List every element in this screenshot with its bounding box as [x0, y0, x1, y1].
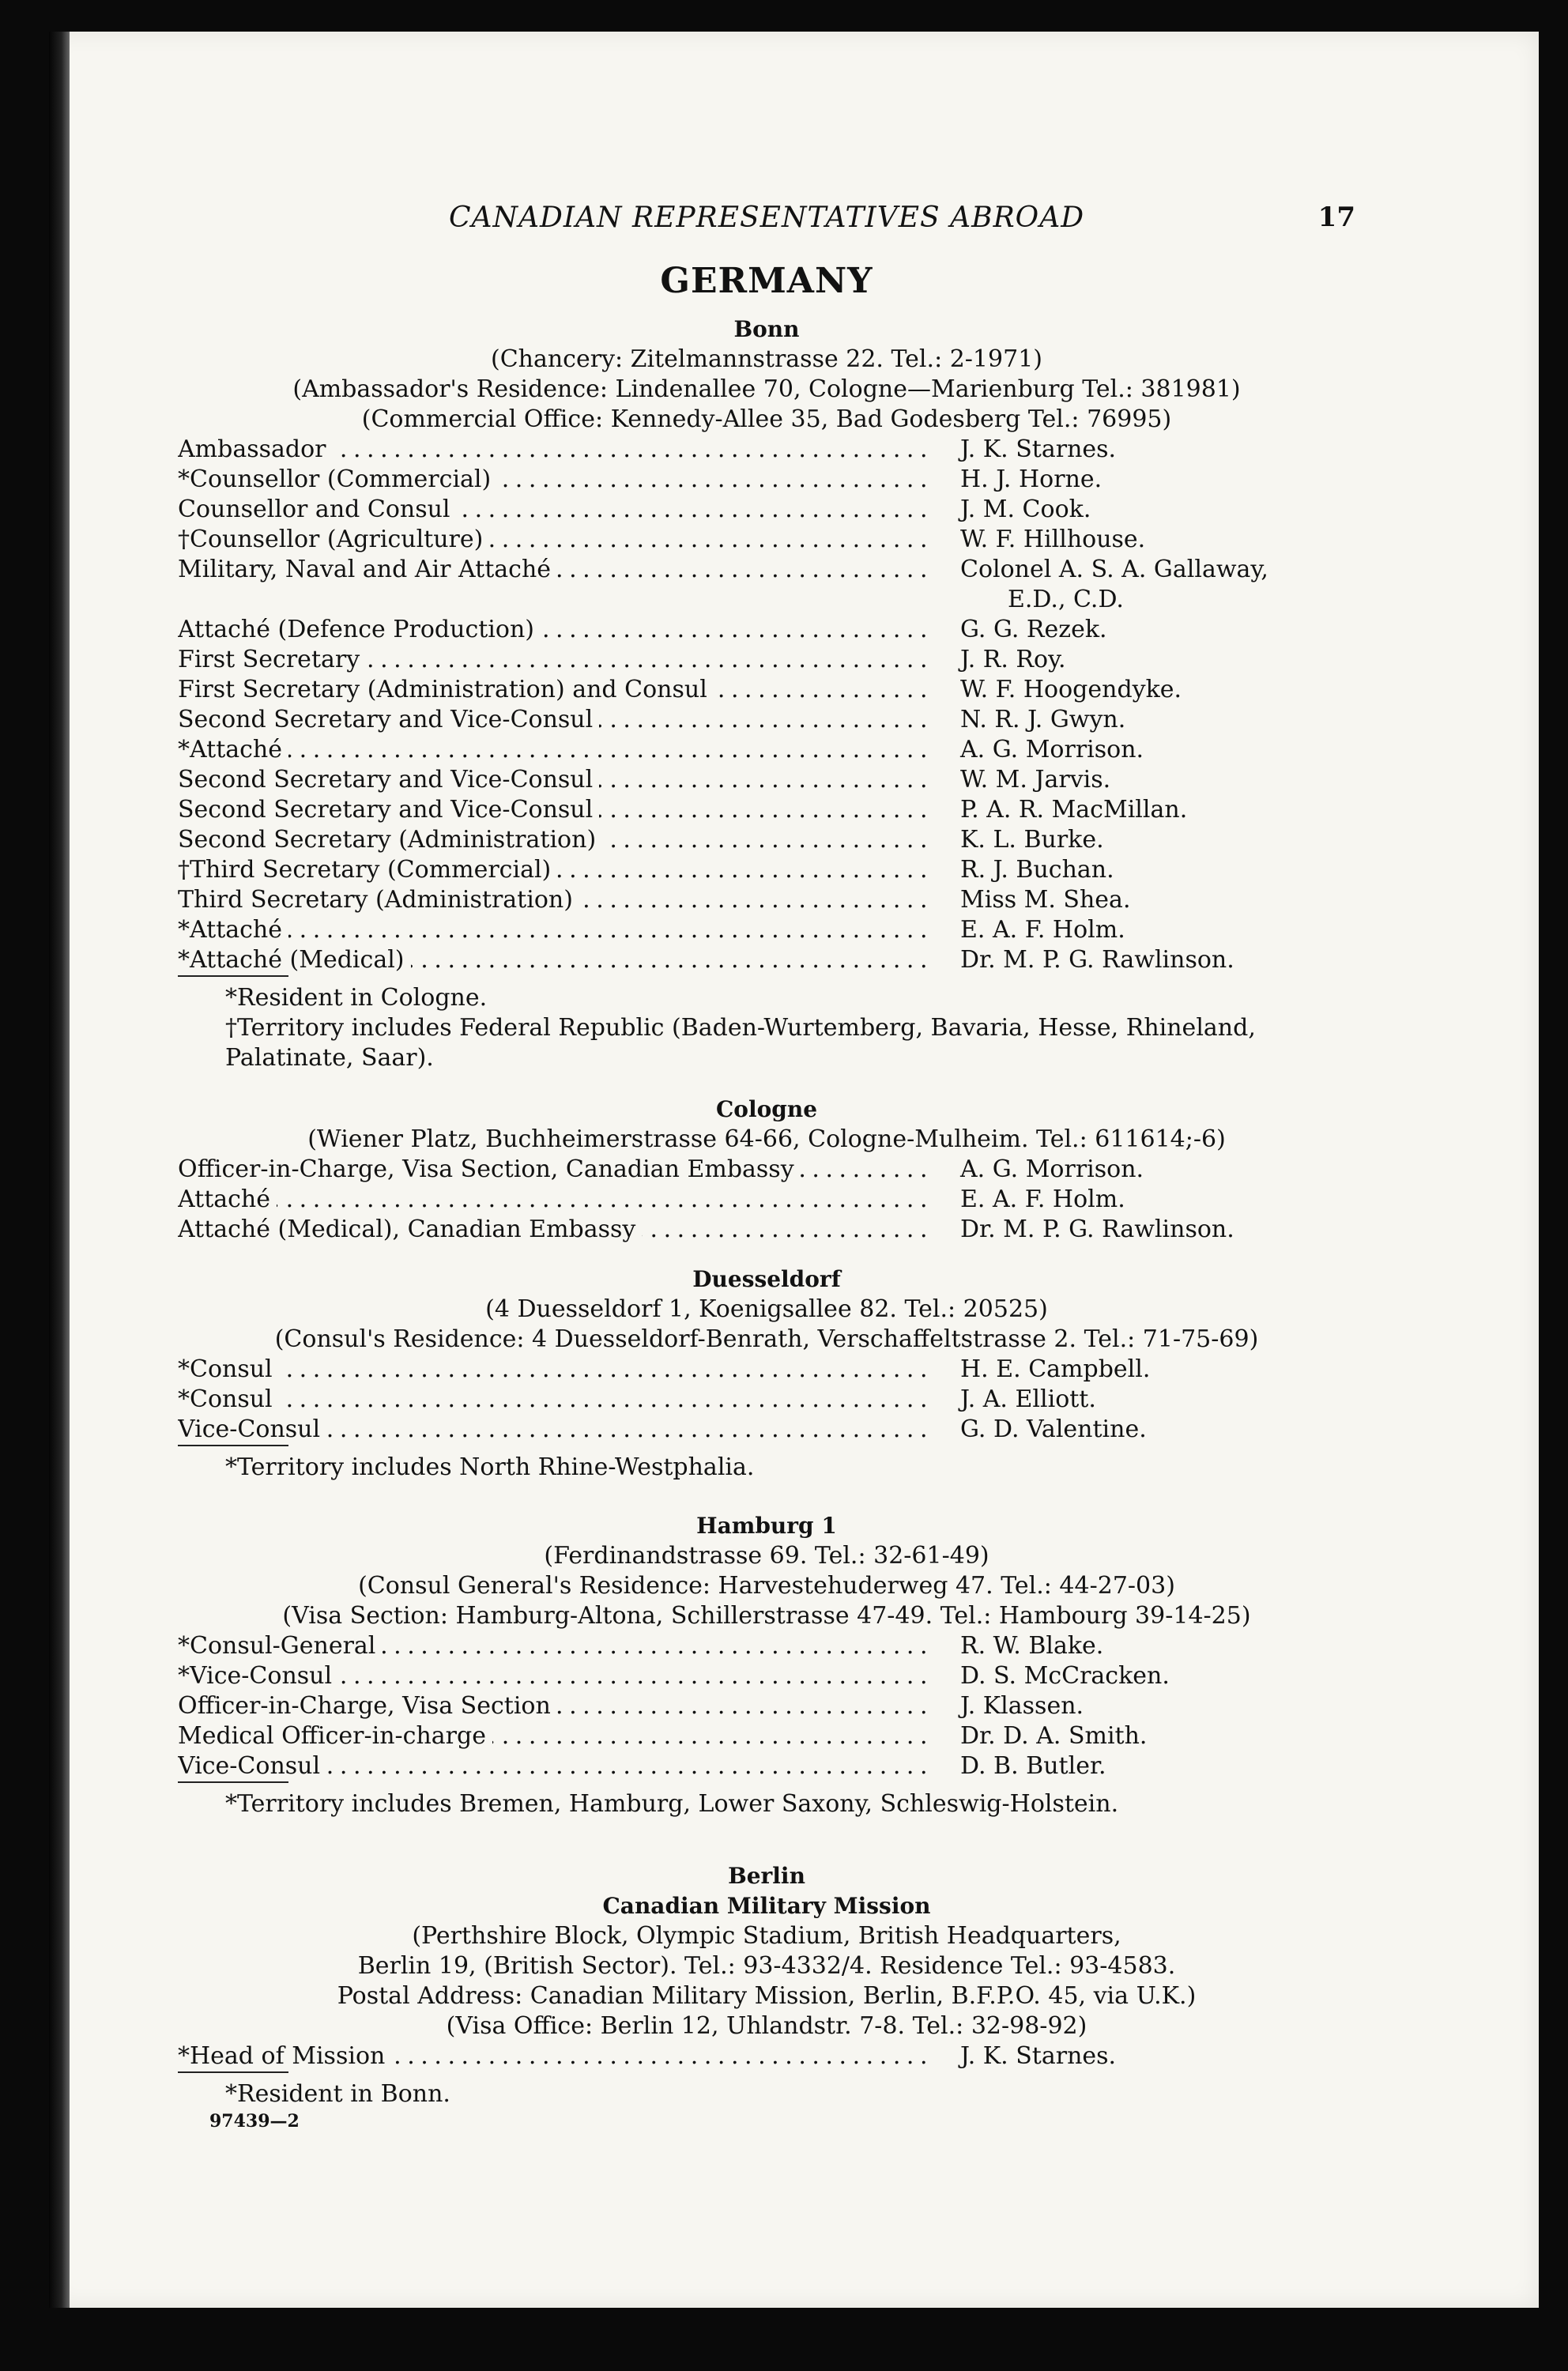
staff-name: H. J. Horne. [960, 466, 1102, 493]
city-heading: Duesseldorf [692, 1266, 841, 1292]
position-title [178, 855, 929, 885]
staff-row [178, 495, 1355, 525]
staff-list [178, 435, 1355, 975]
section-duesseldorf [178, 1265, 1355, 1483]
footnote-rule [178, 2071, 288, 2073]
position-label: *Attaché [178, 736, 288, 763]
position-title [178, 675, 929, 705]
city-heading: Hamburg 1 [696, 1513, 837, 1539]
staff-row [178, 1721, 1355, 1751]
position-label: Officer-in-Charge, Visa Section, Canadian Embassy [178, 1155, 801, 1183]
staff-row [178, 1691, 1355, 1721]
position-title [178, 585, 929, 615]
section-berlin [178, 1861, 1355, 2133]
position-title [178, 615, 929, 645]
staff-name: J. Klassen. [960, 1692, 1084, 1720]
staff-name: Dr. M. P. G. Rawlinson. [960, 1216, 1234, 1243]
staff-row [178, 645, 1355, 675]
staff-name: W. M. Jarvis. [960, 766, 1111, 793]
staff-name: P. A. R. MacMillan. [960, 796, 1188, 824]
staff-row [178, 1355, 1355, 1385]
position-title [178, 495, 929, 525]
position-label: *Counsellor (Commercial) [178, 466, 497, 493]
position-title [178, 435, 929, 465]
position-label: *Vice-Consul [178, 1662, 338, 1690]
position-label: First Secretary [178, 646, 366, 673]
staff-row [178, 735, 1355, 765]
page-number: 17 [1317, 202, 1355, 233]
footnote-rule [178, 1781, 288, 1783]
position-title [178, 1155, 929, 1185]
mission-subtitle: Canadian Military Mission [602, 1893, 931, 1919]
staff-name: Dr. D. A. Smith. [960, 1722, 1148, 1750]
staff-row [178, 465, 1355, 495]
position-label: Second Secretary and Vice-Consul [178, 766, 599, 793]
position-label: Vice-Consul [178, 1752, 326, 1780]
position-label: †Counsellor (Agriculture) [178, 526, 489, 553]
position-label: *Head of Mission [178, 2042, 391, 2070]
staff-row [178, 705, 1355, 735]
address-line: (Ambassador's Residence: Lindenallee 70, Cologne—Marienburg Tel.: 381981) [292, 375, 1241, 403]
document-number: 97439—2 [209, 2111, 300, 2132]
staff-list [178, 1631, 1355, 1781]
staff-name: J. M. Cook. [960, 496, 1091, 523]
running-head [178, 162, 1355, 234]
staff-name: J. K. Starnes. [960, 2042, 1117, 2070]
staff-name: N. R. J. Gwyn. [960, 706, 1126, 733]
position-title [178, 465, 929, 495]
footnote: *Resident in Cologne. [225, 984, 488, 1012]
position-title [178, 1691, 929, 1721]
address-line: (4 Duesseldorf 1, Koenigsallee 82. Tel.: 20525) [485, 1295, 1048, 1323]
position-label: Counsellor and Consul [178, 496, 457, 523]
position-title [178, 765, 929, 795]
position-title [178, 645, 929, 675]
position-title [178, 2041, 929, 2071]
staff-row [178, 1415, 1355, 1445]
staff-row [178, 1631, 1355, 1661]
staff-name: G. G. Rezek. [960, 616, 1107, 643]
staff-list [178, 2041, 1355, 2071]
position-title [178, 1661, 929, 1691]
staff-row [178, 675, 1355, 705]
address-line: (Wiener Platz, Buchheimerstrasse 64-66, Cologne-Mulheim. Tel.: 611614;-6) [307, 1125, 1226, 1153]
position-label: *Consul [178, 1355, 279, 1383]
position-label: Second Secretary and Vice-Consul [178, 796, 599, 824]
position-title [178, 795, 929, 825]
city-heading: Cologne [715, 1096, 818, 1122]
country-heading: GERMANY [660, 261, 873, 301]
position-title [178, 1185, 929, 1215]
staff-row [178, 915, 1355, 945]
address-line: (Ferdinandstrasse 69. Tel.: 32-61-49) [544, 1542, 989, 1570]
position-title [178, 1631, 929, 1661]
position-title [178, 1415, 929, 1445]
staff-row [178, 435, 1355, 465]
staff-name: A. G. Morrison. [960, 736, 1144, 763]
staff-row [178, 945, 1355, 975]
position-label: *Attaché (Medical) [178, 946, 411, 974]
staff-row [178, 2041, 1355, 2071]
position-label: First Secretary (Administration) and Consul [178, 676, 714, 703]
position-title [178, 1215, 929, 1245]
staff-name: Miss M. Shea. [960, 886, 1131, 914]
staff-row [178, 1751, 1355, 1781]
staff-row [178, 855, 1355, 885]
staff-name: E.D., C.D. [1008, 586, 1124, 613]
position-label: Military, Naval and Air Attaché [178, 556, 557, 583]
staff-name: W. F. Hoogendyke. [960, 676, 1182, 703]
position-label: †Third Secretary (Commercial) [178, 856, 557, 884]
binding-shadow [49, 32, 70, 2308]
staff-row [178, 1385, 1355, 1415]
position-label: Ambassador [178, 435, 333, 463]
staff-name: E. A. F. Holm. [960, 916, 1125, 944]
staff-name: D. S. McCracken. [960, 1662, 1170, 1690]
position-label: Vice-Consul [178, 1415, 326, 1443]
position-title [178, 1751, 929, 1781]
position-label: Attaché (Medical), Canadian Embassy [178, 1216, 642, 1243]
address-line: (Consul's Residence: 4 Duesseldorf-Benrath, Verschaffeltstrasse 2. Tel.: 71-75-69) [274, 1325, 1259, 1353]
position-label: Attaché [178, 1186, 277, 1213]
staff-row [178, 1215, 1355, 1245]
staff-row [178, 885, 1355, 915]
position-title [178, 1721, 929, 1751]
footnote: *Territory includes Bremen, Hamburg, Lower Saxony, Schleswig-Holstein. [225, 1790, 1119, 1818]
position-label: *Consul [178, 1385, 279, 1413]
position-label: *Attaché [178, 916, 288, 944]
position-title [178, 555, 929, 585]
position-title [178, 885, 929, 915]
staff-name: E. A. F. Holm. [960, 1186, 1125, 1213]
city-heading: Bonn [733, 316, 800, 342]
position-title [178, 735, 929, 765]
position-title [178, 1355, 929, 1385]
staff-name: D. B. Butler. [960, 1752, 1106, 1780]
staff-list [178, 1355, 1355, 1445]
section-cologne [178, 1095, 1355, 1245]
staff-name: H. E. Campbell. [960, 1355, 1151, 1383]
section-hamburg [178, 1511, 1355, 1819]
staff-name: G. D. Valentine. [960, 1415, 1147, 1443]
city-heading: Berlin [728, 1863, 805, 1889]
footnote-rule [178, 975, 288, 977]
position-title [178, 705, 929, 735]
section-bonn [178, 315, 1355, 1073]
staff-name: Dr. M. P. G. Rawlinson. [960, 946, 1234, 974]
position-title [178, 525, 929, 555]
footnote: †Territory includes Federal Republic (Baden-Wurtemberg, Bavaria, Hesse, Rhineland, Palatinate, Saar). [225, 1014, 1256, 1072]
staff-name: A. G. Morrison. [960, 1155, 1144, 1183]
staff-name: J. R. Roy. [960, 646, 1066, 673]
staff-list [178, 1155, 1355, 1245]
position-title [178, 915, 929, 945]
staff-name: Colonel A. S. A. Gallaway, [960, 556, 1268, 583]
address-line: (Visa Section: Hamburg-Altona, Schillerstrasse 47-49. Tel.: Hambourg 39-14-25) [282, 1602, 1251, 1630]
position-label: Third Secretary (Administration) [178, 886, 579, 914]
footnote-rule [178, 1445, 288, 1446]
staff-row [178, 765, 1355, 795]
staff-row [178, 555, 1355, 585]
position-label: Attaché (Defence Production) [178, 616, 541, 643]
position-title [178, 1385, 929, 1415]
staff-name: R. W. Blake. [960, 1632, 1104, 1660]
footnote: *Territory includes North Rhine-Westphalia. [225, 1453, 755, 1481]
running-head-title: CANADIAN REPRESENTATIVES ABROAD [448, 202, 1085, 234]
position-label: Second Secretary and Vice-Consul [178, 706, 599, 733]
staff-row [178, 795, 1355, 825]
staff-row [178, 585, 1355, 615]
staff-name: R. J. Buchan. [960, 856, 1114, 884]
address-line: (Perthshire Block, Olympic Stadium, British Headquarters, [412, 1922, 1121, 1950]
staff-row [178, 525, 1355, 555]
staff-row [178, 825, 1355, 855]
position-title [178, 945, 929, 975]
staff-row [178, 1661, 1355, 1691]
position-label [178, 586, 184, 613]
address-line: (Chancery: Zitelmannstrasse 22. Tel.: 2-1971) [491, 345, 1042, 373]
staff-name: W. F. Hillhouse. [960, 526, 1146, 553]
staff-name: J. K. Starnes. [960, 435, 1117, 463]
address-line: (Visa Office: Berlin 12, Uhlandstr. 7-8. Tel.: 32-98-92) [446, 2012, 1087, 2040]
position-label: Officer-in-Charge, Visa Section [178, 1692, 557, 1720]
staff-row [178, 615, 1355, 645]
staff-row [178, 1185, 1355, 1215]
address-line: Postal Address: Canadian Military Mission, Berlin, B.F.P.O. 45, via U.K.) [337, 1982, 1197, 2010]
address-line: (Commercial Office: Kennedy-Allee 35, Bad Godesberg Tel.: 76995) [361, 405, 1172, 433]
position-title [178, 825, 929, 855]
position-label: Medical Officer-in-charge [178, 1722, 492, 1750]
address-line: (Consul General's Residence: Harvestehuderweg 47. Tel.: 44-27-03) [358, 1572, 1175, 1600]
staff-name: K. L. Burke. [960, 826, 1104, 854]
staff-row [178, 1155, 1355, 1185]
position-label: *Consul-General [178, 1632, 382, 1660]
position-label: Second Secretary (Administration) [178, 826, 602, 854]
staff-name: J. A. Elliott. [960, 1385, 1096, 1413]
footnote: *Resident in Bonn. [225, 2080, 450, 2108]
address-line: Berlin 19, (British Sector). Tel.: 93-4332/4. Residence Tel.: 93-4583. [357, 1952, 1176, 1980]
